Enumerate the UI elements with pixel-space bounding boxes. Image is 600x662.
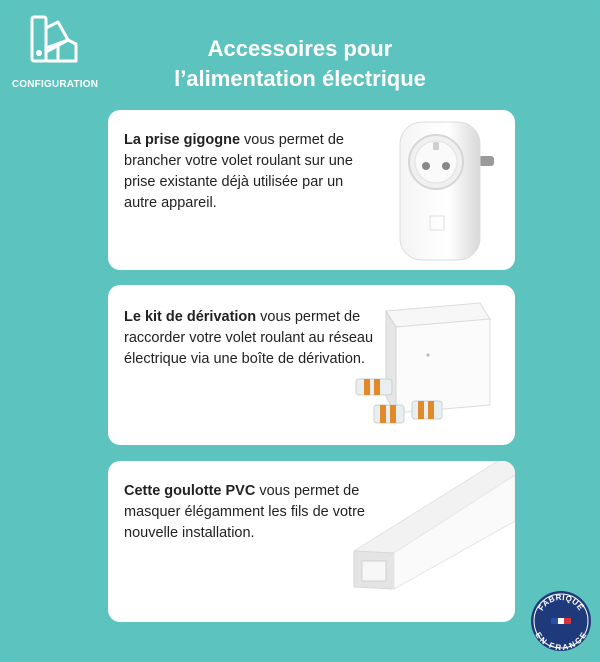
- card-junction-kit: [108, 285, 515, 445]
- junction-box-image: [352, 293, 512, 441]
- french-flag-icon: [551, 618, 571, 624]
- card-description: [124, 307, 374, 370]
- card-lead: Le kit de dérivation: [124, 309, 257, 325]
- configuration-label: CONFIGURATION: [11, 79, 99, 90]
- card-cable-trunking: [108, 461, 515, 622]
- seal-bottom-text: EN FRANCE: [533, 630, 589, 652]
- cable-trunking-image: [348, 461, 515, 622]
- card-description: [124, 130, 374, 214]
- wago-connector-3: [412, 401, 442, 419]
- wago-connector-1: [356, 379, 392, 395]
- seal-top-text: FABRIQUÉ: [536, 592, 586, 613]
- plug-adapter-image: [378, 118, 508, 266]
- made-in-france-seal: [530, 590, 592, 652]
- card-body: vous permet de brancher votre volet roulant sur une prise existante déjà utilisée par un autre appareil.: [124, 132, 353, 211]
- card-body: vous permet de raccorder votre volet roulant au réseau électrique via une boîte de dérivation.: [124, 309, 374, 367]
- card-body: vous permet de masquer élégamment les fils de votre nouvelle installation.: [124, 483, 365, 541]
- card-description: [124, 481, 374, 544]
- title-line-2: l’alimentation électrique: [174, 66, 426, 91]
- page-title: [0, 34, 600, 94]
- title-line-1: Accessoires pour: [207, 36, 393, 61]
- card-lead: La prise gigogne: [124, 132, 241, 148]
- wago-connector-2: [374, 405, 404, 423]
- card-lead: Cette goulotte PVC: [124, 483, 256, 499]
- card-plug-adapter: [108, 110, 515, 270]
